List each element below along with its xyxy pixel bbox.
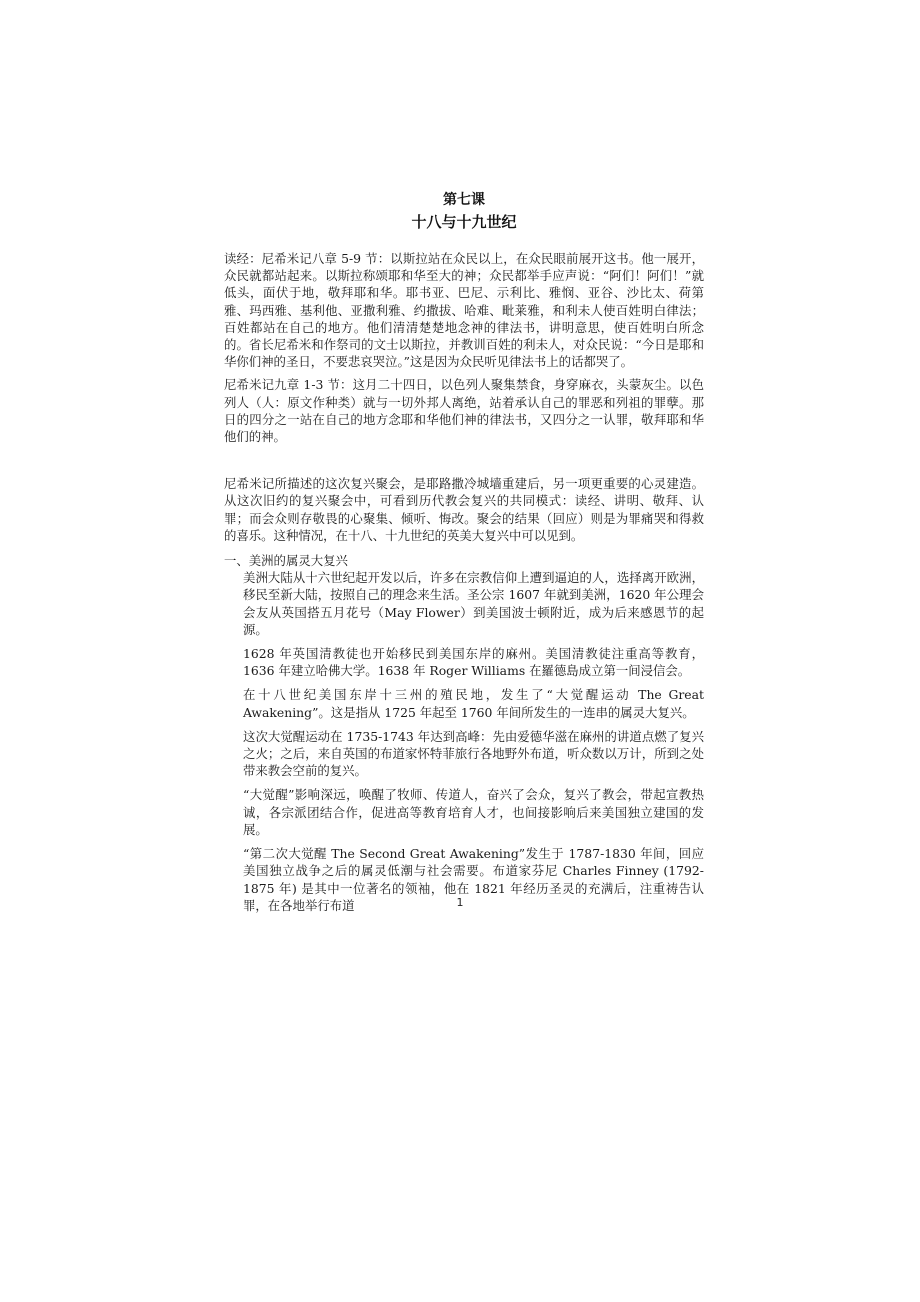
section-paragraph: 在十八世纪美国东岸十三州的殖民地，发生了“大觉醒运动 The Great Awakening”。这是指从 1725 年起至 1760 年间所发生的一连串的属灵大复兴。 xyxy=(243,687,704,720)
section-paragraph: 1628 年英国清教徒也开始移民到美国东岸的麻州。美国清教徒注重高等教育，1636 年建立哈佛大学。1638 年 Roger Williams 在羅德島成立第一间浸信会。 xyxy=(243,646,704,679)
section-paragraph: “第二次大觉醒 The Second Great Awakening”发生于 1787-1830 年间，回应美国独立战争之后的属灵低潮与社会需要。布道家芬尼 Charles Finney (1792-1875 年) 是其中一位著名的领袖，他在 1821 年经历圣灵的充满后，注重祷告认罪，在各地举行布道 xyxy=(243,846,704,913)
document-body xyxy=(224,250,704,921)
section-paragraph: “大觉醒”影响深远，唤醒了牧师、传道人，奋兴了会众，复兴了教会，带起宣教热诚，各宗派团结合作，促进高等教育培育人才，也间接影响后来美国独立建国的发展。 xyxy=(243,787,704,837)
scripture-reading-paragraph-2: 尼希米记九章 1-3 节：这月二十四日，以色列人聚集禁食，身穿麻衣，头蒙灰尘。以色列人（人：原文作种类）就与一切外邦人离绝，站着承认自己的罪恶和列祖的罪孽。那日的四分之一站在自己的地方念耶和华他们神的律法书，又四分之一认罪，敬拜耶和华他们的神。 xyxy=(224,377,704,445)
section-heading: 一、美洲的属灵大复兴 xyxy=(224,553,348,569)
lesson-subject-title: 十八与十九世纪 xyxy=(411,213,517,231)
scripture-reading-paragraph: 读经：尼希米记八章 5-9 节：以斯拉站在众民以上，在众民眼前展开这书。他一展开，众民就都站起来。以斯拉称颂耶和华至大的神；众民都举手应声说：“阿们！阿们！”就低头，面伏于地，敬拜耶和华。耶书亚、巴尼、示利比、雅悯、亚谷、沙比太、荷第雅、玛西雅、基利他、亚撒利雅、约撒拔、哈难、毗莱雅，和利未人使百姓明白律法；百姓都站在自己的地方。他们清清楚楚地念神的律法书，讲明意思，使百姓明白所念的。省长尼希米和作祭司的文士以斯拉，并教训百姓的利未人，对众民说：“今日是耶和华你们神的圣日，不要悲哀哭泣。”这是因为众民听见律法书上的话都哭了。 xyxy=(224,251,704,370)
section-content xyxy=(243,569,704,914)
title-block xyxy=(224,190,704,233)
intro-paragraph: 尼希米记所描述的这次复兴聚会，是耶路撒冷城墙重建后，另一项更重要的心灵建造。从这次旧约的复兴聚会中，可看到历代教会复兴的共同模式：读经、讲明、敬拜、认罪；而会众则存敬畏的心聚集、倾听、悔改。聚会的结果（回应）则是为罪痛哭和得救的喜乐。这种情况，在十八、十九世纪的英美大复兴中可以见到。 xyxy=(224,476,704,543)
section-paragraph: 这次大觉醒运动在 1735-1743 年达到高峰：先由爱德华滋在麻州的讲道点燃了复兴之火；之后，来自英国的布道家怀特菲旅行各地野外布道，听众数以万计，所到之处带来教会空前的复兴。 xyxy=(243,728,704,779)
section-paragraph: 美洲大陆从十六世纪起开发以后，许多在宗教信仰上遭到逼迫的人，选择离开欧洲，移民至新大陆，按照自己的理念来生活。圣公宗 1607 年就到美洲，1620 年公理会会友从英国搭五月花号（May Flower）到美国波士顿附近，成为后来感恩节的起源。 xyxy=(243,570,704,637)
lesson-number-title: 第七课 xyxy=(443,192,485,208)
page-number: 1 xyxy=(456,896,464,909)
